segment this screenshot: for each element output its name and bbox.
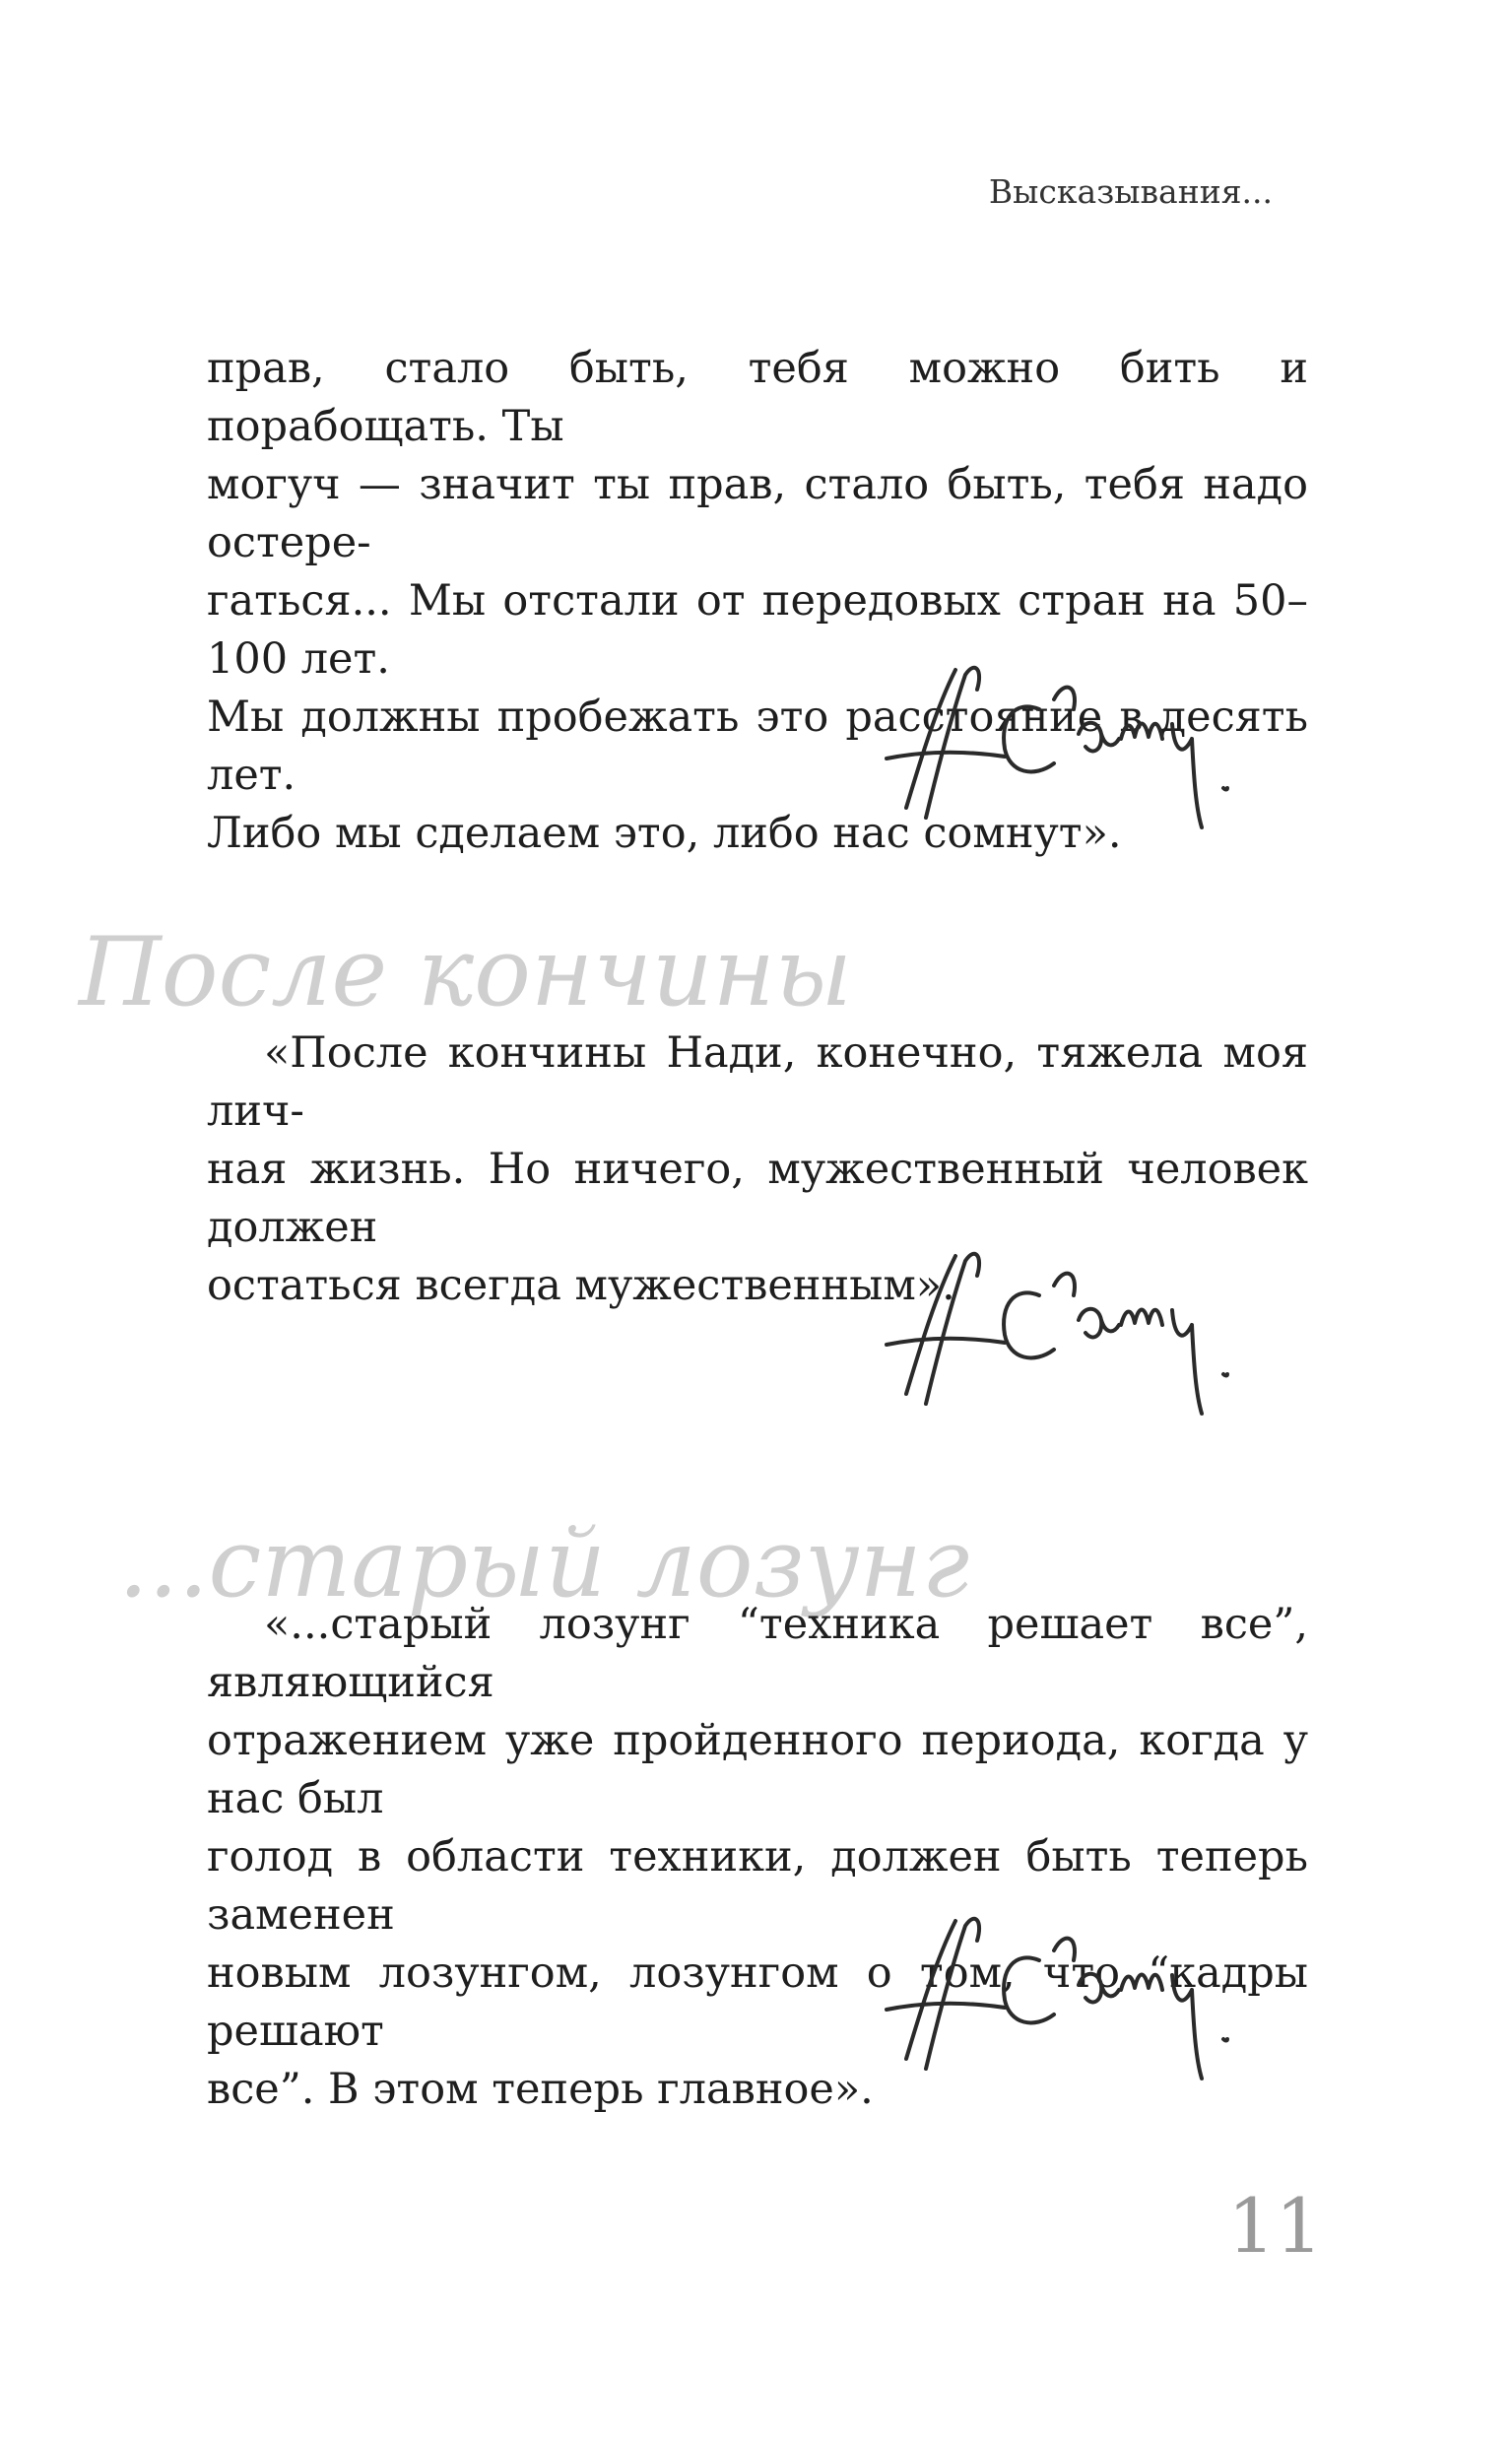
page-number: 11 xyxy=(1227,2182,1323,2270)
text-line: Либо мы сделаем это, либо нас сомнут». xyxy=(207,809,1122,858)
text-line: Мы должны пробежать это расстояние в десять лет. xyxy=(207,693,1308,800)
script-heading-text: После кончины xyxy=(79,917,853,1027)
text-line: все”. В этом теперь главное». xyxy=(207,2065,874,2114)
text-line: «После кончины Нади, конечно, тяжела моя лич- xyxy=(207,1028,1308,1136)
text-line: голод в области техники, должен быть теперь заменен xyxy=(207,1832,1308,1940)
signature-image xyxy=(867,1226,1281,1423)
text-line: прав, стало быть, тебя можно бить и порабощать. Ты xyxy=(207,344,1308,451)
signature-icon xyxy=(867,640,1281,837)
signature-image xyxy=(867,1891,1281,2088)
signature-icon xyxy=(867,1891,1281,2088)
text-line: ная жизнь. Но ничего, мужественный человек должен xyxy=(207,1145,1308,1252)
text-line: отражением уже пройденного периода, когда у нас был xyxy=(207,1716,1308,1823)
text-line: остаться всегда мужественным». xyxy=(207,1261,955,1310)
signature-icon xyxy=(867,1226,1281,1423)
text-line: могуч — значит ты прав, стало быть, тебя надо остере- xyxy=(207,460,1308,567)
text-line: гаться... Мы отстали от передовых стран на 50–100 лет. xyxy=(207,576,1308,684)
running-header: Высказывания... xyxy=(988,172,1273,211)
script-heading-text: ...старый лозунг xyxy=(118,1508,970,1618)
text-line: «...старый лозунг “техника решает все”, являющийся xyxy=(207,1600,1308,1707)
text-line: новым лозунгом, лозунгом о том, что “кадры решают xyxy=(207,1948,1308,2056)
signature-image xyxy=(867,640,1281,837)
